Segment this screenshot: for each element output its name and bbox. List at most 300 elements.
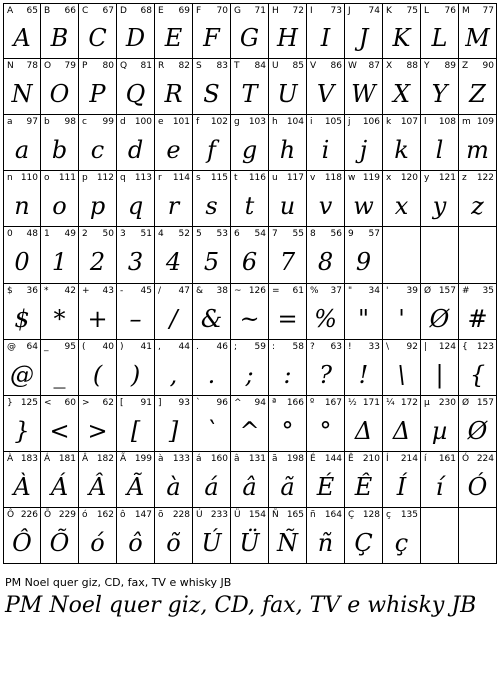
glyph-cell [79,396,117,452]
glyph-sample: [ [130,416,141,445]
glyph-sample: I [320,24,331,52]
glyph-cell [383,284,421,340]
glyph-code: 166 [286,398,304,408]
glyph-cell [155,171,193,227]
glyph-char-label: Í [386,454,389,464]
glyph-sample: l [435,135,444,164]
glyph-code: 39 [406,286,418,296]
glyph-sample: h [279,135,296,164]
glyph-sample: f [207,135,216,164]
glyph-char-label: À [7,454,14,464]
glyph-code: 103 [248,117,266,127]
glyph-sample [383,243,420,281]
glyph-code: 118 [324,173,342,183]
glyph-cell [193,171,231,227]
glyph-cell [231,284,269,340]
glyph-sample: Y [431,79,448,108]
glyph-cell [41,115,79,171]
glyph-code: 96 [216,398,228,408]
glyph-sample: ã [280,472,295,501]
glyph-code: 65 [26,6,38,16]
glyph-char-label: 4 [158,229,164,239]
glyph-char-label: ½ [348,398,357,408]
glyph-cell [3,452,41,508]
glyph-cell [193,59,231,115]
glyph-cell [3,340,41,396]
glyph-code: 121 [438,173,456,183]
glyph-char-label: Z [462,61,469,71]
glyph-char-label: B [44,6,51,16]
glyph-cell [3,396,41,452]
glyph-char-label: a [7,117,13,127]
sample-text: PM Noel quer giz, CD, fax, TV e whisky JB [5,593,477,618]
glyph-cell [307,340,345,396]
glyph-char-label: 8 [310,229,316,239]
glyph-char-label: ? [310,342,315,352]
glyph-cell [307,452,345,508]
glyph-sample: V [316,79,335,108]
glyph-cell [269,59,307,115]
glyph-code: 99 [102,117,114,127]
glyph-sample: N [11,79,33,108]
glyph-cell [193,284,231,340]
glyph-cell [231,340,269,396]
glyph-char-label: j [348,117,351,127]
glyph-sample: S [203,79,220,108]
glyph-code: 135 [400,510,418,520]
glyph-code: 61 [292,286,304,296]
glyph-code: 88 [406,61,418,71]
glyph-char-label: 1 [44,229,50,239]
glyph-code: 104 [286,117,304,127]
glyph-sample: X [392,79,411,108]
glyph-cell [421,340,459,396]
glyph-cell [459,452,497,508]
glyph-code: 35 [482,286,494,296]
glyph-cell [3,508,41,564]
glyph-char-label: Ø [462,398,470,408]
glyph-sample: H [277,24,298,52]
glyph-sample: õ [166,528,181,557]
glyph-code: 116 [248,173,266,183]
glyph-cell [459,284,497,340]
glyph-sample: ! [358,360,369,389]
glyph-sample: É [316,472,335,501]
glyph-sample: Ç [354,528,373,557]
glyph-sample: 8 [317,248,334,276]
glyph-sample: " [357,304,370,333]
glyph-sample: Í [396,472,407,501]
glyph-code: 90 [482,61,494,71]
glyph-char-label: P [82,61,88,71]
glyph-char-label: i [310,117,313,127]
glyph-char-label: Ô [7,510,15,520]
glyph-sample: J [358,24,369,52]
glyph-cell [231,396,269,452]
glyph-cell [231,3,269,59]
glyph-char-label: $ [7,286,13,296]
glyph-cell [155,508,193,564]
glyph-cell [459,227,497,284]
glyph-code: 52 [178,229,190,239]
glyph-code: 167 [324,398,342,408]
glyph-cell [117,284,155,340]
glyph-sample: B [50,24,69,52]
glyph-code: 107 [400,117,418,127]
glyph-cell [345,340,383,396]
glyph-char-label: Â [82,454,89,464]
glyph-code: 97 [26,117,38,127]
glyph-cell [117,508,155,564]
glyph-char-label: Q [120,61,128,71]
glyph-char-label: F [196,6,202,16]
glyph-code: 113 [134,173,152,183]
glyph-cell [345,59,383,115]
glyph-sample: & [200,304,223,333]
glyph-sample: Â [88,472,107,501]
glyph-char-label: % [310,286,319,296]
glyph-sample: K [392,24,411,52]
glyph-sample: , [169,360,178,389]
glyph-sample: % [314,304,337,333]
glyph-code: 66 [64,6,76,16]
glyph-code: 78 [26,61,38,71]
glyph-code: 72 [292,6,304,16]
glyph-code: 210 [362,454,380,464]
glyph-sample: 3 [127,248,144,276]
glyph-char-label: ^ [234,398,242,408]
glyph-sample: 9 [355,248,372,276]
glyph-char-label: A [7,6,14,16]
glyph-code: 83 [216,61,228,71]
glyph-char-label: 2 [82,229,88,239]
glyph-cell [383,396,421,452]
glyph-cell [345,171,383,227]
glyph-sample: \ [397,360,406,389]
glyph-code: 42 [64,286,76,296]
glyph-sample: Δ [354,416,373,445]
glyph-cell [3,59,41,115]
glyph-sample: â [242,472,257,501]
glyph-cell [307,171,345,227]
glyph-cell [193,227,231,284]
glyph-code: 110 [20,173,38,183]
glyph-cell [383,115,421,171]
glyph-cell [155,452,193,508]
glyph-char-label: _ [44,342,49,352]
glyph-sample: P [89,79,106,108]
glyph-char-label: L [424,6,430,16]
glyph-char-label: + [82,286,90,296]
glyph-sample: i [321,135,330,164]
glyph-cell [117,59,155,115]
glyph-char-label: , [158,342,161,352]
glyph-sample: ^ [239,416,260,445]
glyph-sample: 1 [51,248,68,276]
glyph-sample: Ô [12,528,32,557]
glyph-cell [3,115,41,171]
glyph-cell [155,115,193,171]
glyph-char-label: o [44,173,50,183]
glyph-sample: 5 [203,248,220,276]
glyph-char-label: Ü [234,510,241,520]
glyph-char-label: = [272,286,280,296]
glyph-code: 85 [292,61,304,71]
glyph-sample: C [88,24,107,52]
glyph-sample: ' [398,304,405,333]
glyph-cell [459,396,497,452]
glyph-char-label: ó [82,510,88,520]
glyph-cell [41,340,79,396]
glyph-cell [383,171,421,227]
glyph-code: 228 [172,510,190,520]
glyph-char-label: G [234,6,241,16]
glyph-cell [117,3,155,59]
glyph-cell [3,3,41,59]
glyph-sample: ` [205,416,218,445]
glyph-char-label: z [462,173,467,183]
glyph-code: 154 [248,510,266,520]
glyph-cell [269,171,307,227]
glyph-code: 46 [216,342,228,352]
glyph-char-label: k [386,117,392,127]
glyph-code: 43 [102,286,114,296]
glyph-cell [345,3,383,59]
glyph-code: 55 [292,229,304,239]
glyph-sample: F [203,24,220,52]
glyph-code: 109 [476,117,494,127]
glyph-char-label: ; [234,342,238,352]
glyph-cell [269,227,307,284]
glyph-char-label: M [462,6,470,16]
glyph-code: 126 [248,286,266,296]
glyph-cell [421,59,459,115]
glyph-sample: G [239,24,260,52]
glyph-code: 125 [20,398,38,408]
glyph-code: 112 [96,173,114,183]
glyph-code: 67 [102,6,114,16]
glyph-sample: Z [469,79,486,108]
glyph-code: 36 [26,286,38,296]
glyph-sample: ( [92,360,103,389]
glyph-cell [193,340,231,396]
glyph-char-label: ô [120,510,126,520]
glyph-sample: | [435,360,444,389]
glyph-char-label: Y [424,61,430,71]
glyph-sample: Ñ [277,528,298,557]
glyph-cell [307,508,345,564]
glyph-code: 71 [254,6,266,16]
glyph-char-label: Ú [196,510,203,520]
glyph-code: 224 [476,454,494,464]
glyph-char-label: ñ [310,510,316,520]
glyph-sample: q [127,191,144,220]
glyph-char-label: í [424,454,427,464]
glyph-char-label: Ç [348,510,355,520]
glyph-char-label: u [272,173,278,183]
glyph-code: 199 [134,454,152,464]
glyph-sample: á [204,472,219,501]
glyph-code: 114 [172,173,190,183]
glyph-sample: . [207,360,216,389]
glyph-sample: E [164,24,183,52]
glyph-cell [459,115,497,171]
glyph-code: 58 [292,342,304,352]
glyph-char-label: " [348,286,353,296]
glyph-sample: ó [90,528,105,557]
glyph-char-label: á [196,454,202,464]
glyph-sample: > [87,416,108,445]
glyph-sample: v [318,191,333,220]
glyph-cell [345,508,383,564]
glyph-code: 50 [102,229,114,239]
glyph-char-label: x [386,173,392,183]
glyph-char-label: > [82,398,90,408]
glyph-cell [383,452,421,508]
glyph-code: 81 [140,61,152,71]
sample-label: PM Noel quer giz, CD, fax, TV e whisky JB [5,576,232,589]
glyph-code: 70 [216,6,228,16]
glyph-code: 101 [172,117,190,127]
glyph-sample: ° [281,416,294,445]
glyph-sample: Δ [392,416,411,445]
glyph-sample: m [466,135,489,164]
glyph-code: 123 [476,342,494,352]
glyph-char-label: l [424,117,427,127]
glyph-char-label: 7 [272,229,278,239]
glyph-char-label: Ñ [272,510,279,520]
glyph-sample: ) [130,360,141,389]
glyph-cell [421,452,459,508]
glyph-char-label: } [7,398,13,408]
glyph-cell [231,59,269,115]
glyph-char-label: H [272,6,279,16]
glyph-cell [421,227,459,284]
glyph-cell [117,452,155,508]
glyph-sample: R [164,79,183,108]
glyph-sample: t [244,191,255,220]
glyph-char-label: [ [120,398,124,408]
glyph-char-label: ã [272,454,278,464]
glyph-char-label: õ [158,510,164,520]
glyph-code: 181 [58,454,76,464]
glyph-char-label: 3 [120,229,126,239]
glyph-sample: 7 [279,248,296,276]
glyph-cell [41,396,79,452]
glyph-cell [193,3,231,59]
glyph-code: 124 [438,342,456,352]
glyph-cell [155,227,193,284]
glyph-cell [79,452,117,508]
glyph-cell [269,452,307,508]
glyph-char-label: E [158,6,164,16]
glyph-cell [269,3,307,59]
glyph-cell [421,284,459,340]
glyph-code: 74 [368,6,380,16]
glyph-char-label: N [7,61,14,71]
glyph-cell [155,3,193,59]
glyph-sample: M [465,24,490,52]
glyph-char-label: \ [386,342,390,352]
glyph-sample: j [359,135,368,164]
glyph-cell [421,115,459,171]
glyph-char-label: h [272,117,278,127]
glyph-cell [421,171,459,227]
glyph-code: 117 [286,173,304,183]
glyph-code: 94 [254,398,266,408]
glyph-code: 45 [140,286,152,296]
glyph-sample: – [129,304,142,333]
glyph-code: 157 [438,286,456,296]
glyph-cell [459,171,497,227]
glyph-code: 57 [368,229,380,239]
glyph-char-label: Õ [44,510,52,520]
glyph-char-label: Á [44,454,51,464]
glyph-cell [383,59,421,115]
glyph-char-label: 9 [348,229,354,239]
glyph-code: 157 [476,398,494,408]
glyph-cell [41,508,79,564]
glyph-sample: @ [10,360,34,389]
glyph-sample: Á [50,472,69,501]
glyph-sample: ] [168,416,179,445]
glyph-cell [383,508,421,564]
glyph-code: 115 [210,173,228,183]
glyph-char-label: s [196,173,201,183]
glyph-cell [231,171,269,227]
glyph-char-label: - [120,286,124,296]
glyph-char-label: 6 [234,229,240,239]
glyph-sample: µ [431,416,448,445]
glyph-char-label: Ê [348,454,354,464]
glyph-char-label: c [82,117,87,127]
glyph-cell [307,227,345,284]
glyph-cell [117,171,155,227]
glyph-char-label: J [348,6,351,16]
glyph-sample: L [431,24,448,52]
glyph-code: 147 [134,510,152,520]
glyph-code: 172 [400,398,418,408]
glyph-cell [117,340,155,396]
glyph-cell [41,227,79,284]
glyph-code: 171 [362,398,380,408]
glyph-char-label: º [310,398,315,408]
glyph-code: 34 [368,286,380,296]
glyph-cell [307,59,345,115]
glyph-char-label: Ã [120,454,127,464]
glyph-sample [459,243,496,281]
glyph-cell [459,508,497,564]
glyph-cell [231,508,269,564]
glyph-sample: ° [319,416,332,445]
glyph-char-label: S [196,61,202,71]
glyph-cell [307,3,345,59]
glyph-sample: í [435,472,444,501]
glyph-sample: e [166,135,181,164]
glyph-sample: / [169,304,178,333]
glyph-cell [421,396,459,452]
glyph-code: 44 [178,342,190,352]
glyph-code: 229 [58,510,76,520]
glyph-sample: k [394,135,409,164]
glyph-char-label: < [44,398,52,408]
glyph-sample: * [53,304,66,333]
glyph-char-label: C [82,6,89,16]
glyph-sample: W [351,79,376,108]
glyph-char-label: : [272,342,276,352]
glyph-sample: } [14,416,30,445]
glyph-code: 165 [286,510,304,520]
